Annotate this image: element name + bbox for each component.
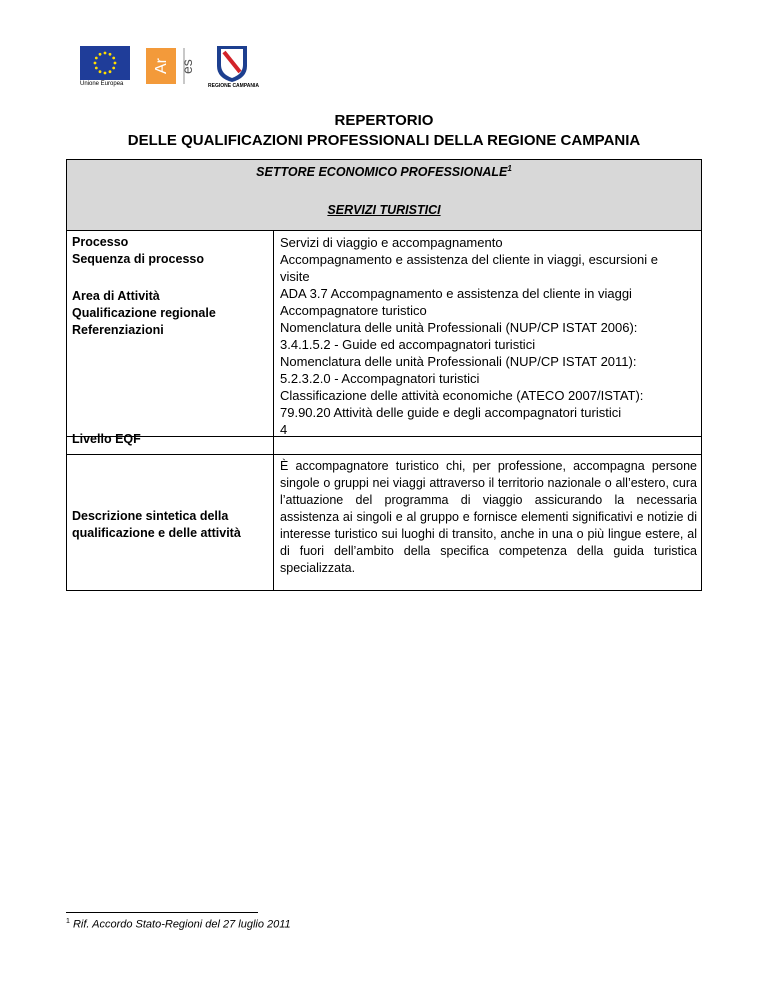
- sector-value: SERVIZI TURISTICI: [327, 203, 441, 217]
- value-sequenza-line1: Accompagnamento e assistenza del cliente in viaggi, escursioni e: [280, 252, 658, 267]
- sector-header-band: [67, 160, 701, 231]
- label-area: Area di Attività: [72, 289, 160, 303]
- sector-label: [67, 164, 701, 179]
- value-ref-line5: Classificazione delle attività economiche (ATECO 2007/ISTAT):: [280, 388, 644, 403]
- row-divider-description: [67, 454, 701, 455]
- value-ref-line1: Nomenclatura delle unità Professionali (NUP/CP ISTAT 2006):: [280, 320, 638, 335]
- label-processo: Processo: [72, 235, 129, 249]
- value-ref-line4: 5.2.3.2.0 - Accompagnatori turistici: [280, 371, 480, 386]
- footnote-text: Rif. Accordo Stato-Regioni del 27 luglio 2011: [72, 918, 291, 931]
- value-ref-line2: 3.4.1.5.2 - Guide ed accompagnatori turistici: [280, 337, 536, 352]
- label-referenziazioni: Referenziazioni: [72, 323, 164, 337]
- label-qualificazione: Qualificazione regionale: [72, 306, 216, 320]
- label-livello: Livello EQF: [72, 432, 141, 446]
- value-livello: 4: [280, 422, 288, 437]
- value-ref-line6: 79.90.20 Attività delle guide e degli accompagnatori turistici: [280, 405, 622, 420]
- eu-flag-logo: [80, 46, 130, 80]
- sector-label-text: SETTORE ECONOMICO PROFESSIONALE: [256, 165, 508, 180]
- document-title: REPERTORIO: [334, 112, 434, 129]
- values-block: [280, 234, 696, 438]
- value-qualificazione: Accompagnatore turistico: [280, 303, 427, 318]
- ares-logo-text: Ar: [153, 58, 170, 74]
- label-descrizione-line1: Descrizione sintetica della: [72, 509, 229, 523]
- value-ref-line3: Nomenclatura delle unità Professionali (NUP/CP ISTAT 2011):: [280, 354, 637, 369]
- footnote-mark: 1: [66, 918, 70, 925]
- label-descrizione-line2: qualificazione e delle attività: [72, 526, 241, 540]
- label-sequenza: Sequenza di processo: [72, 252, 204, 266]
- footnote-rule: [66, 912, 258, 913]
- value-processo: Servizi di viaggio e accompagnamento: [280, 235, 503, 250]
- regione-campania-caption: REGIONE CAMPANIA: [208, 83, 260, 89]
- document-subtitle: DELLE QUALIFICAZIONI PROFESSIONALI DELLA REGIONE CAMPANIA: [127, 132, 641, 149]
- value-sequenza-line2: visite: [280, 269, 310, 284]
- footnote-reference[interactable]: 1: [507, 164, 512, 173]
- value-descrizione: È accompagnatore turistico chi, per professione, accompagna persone singole o gruppi nei viaggi attraverso il territorio nazionale o all’estero, cura l’attuazione del programma di viaggio assicurando la necessaria assistenza ai singoli e al gruppo e fornisce elementi significativi e notizie di interesse turistico sui luoghi di transito, anche in una o più lingue estere, al di fuori dell’ambito della specifica competenza della guida turistica specializzata.: [280, 459, 697, 575]
- value-area: ADA 3.7 Accompagnamento e assistenza del cliente in viaggi: [280, 286, 632, 301]
- column-divider: [273, 231, 274, 591]
- ares-logo-subtext: es: [179, 59, 195, 74]
- eu-caption: Unione Europea: [80, 81, 124, 87]
- qualification-table: [66, 159, 702, 591]
- footnote: [66, 918, 291, 931]
- ares-logo: [146, 44, 204, 84]
